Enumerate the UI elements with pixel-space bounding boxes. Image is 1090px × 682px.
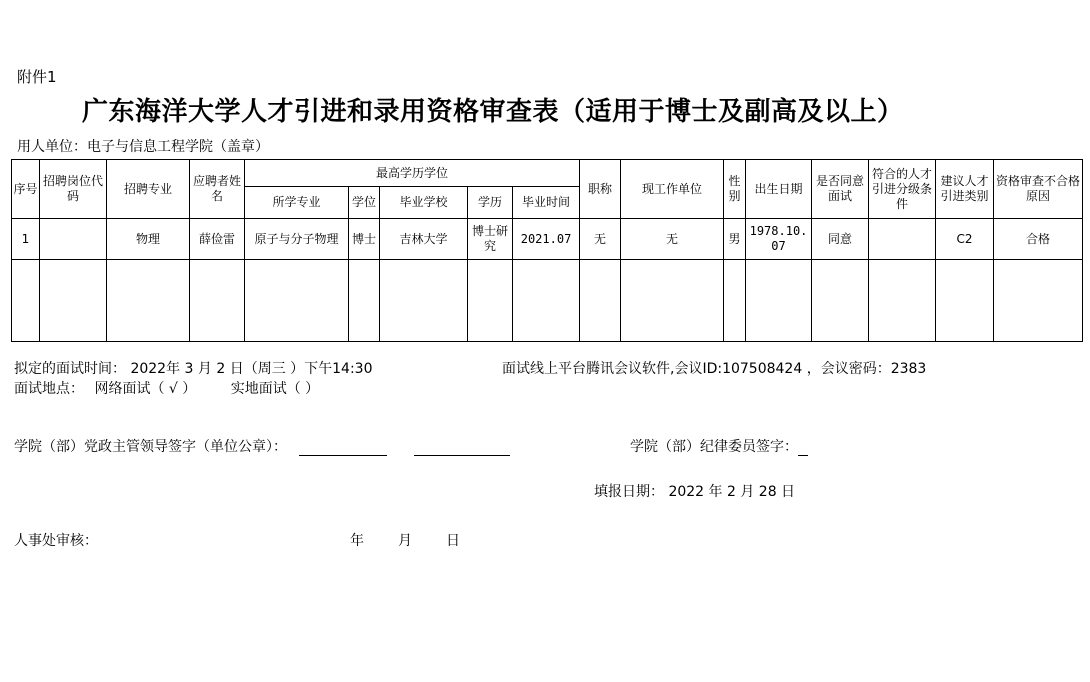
header-agree: 是否同意面试 [812, 160, 869, 219]
subheader-degree: 学位 [349, 187, 380, 219]
discipline-signature-line [798, 439, 808, 456]
subheader-study-major: 所学专业 [245, 187, 349, 219]
header-reason: 资格审查不合格原因 [994, 160, 1083, 219]
cell-grad-time: 2021.07 [513, 219, 580, 260]
hr-day: 日 [446, 533, 460, 549]
discipline-signature-label: 学院（部）纪律委员签字： [630, 439, 798, 455]
cell-category: C2 [936, 219, 994, 260]
interview-place [14, 378, 319, 398]
online-interview-option: 网络面试（ √ ） [94, 381, 197, 397]
interview-platform: 面试线上平台腾讯会议软件,会议ID:107508424 ，会议密码：2383 [502, 361, 927, 377]
cell-seq: 1 [12, 219, 40, 260]
header-gender: 性别 [724, 160, 746, 219]
onsite-interview-option: 实地面试（ ） [230, 381, 320, 397]
cell-applicant: 薛俭雷 [190, 219, 245, 260]
fill-date: 填报日期： 2022 年 2 月 28 日 [594, 484, 796, 500]
header-post-code: 招聘岗位代码 [40, 160, 107, 219]
subheader-grad-time: 毕业时间 [513, 187, 580, 219]
table-row [12, 219, 1083, 260]
cell-study-major: 原子与分子物理 [245, 219, 349, 260]
leader-signature-line [299, 439, 387, 456]
cell-title: 无 [580, 219, 621, 260]
header-condition: 符合的人才引进分级条件 [869, 160, 936, 219]
cell-major: 物理 [107, 219, 190, 260]
cell-agree: 同意 [812, 219, 869, 260]
cell-gender: 男 [724, 219, 746, 260]
cell-post-code [40, 219, 107, 260]
header-title: 职称 [580, 160, 621, 219]
cell-reason: 合格 [994, 219, 1083, 260]
seal-line [414, 439, 510, 456]
discipline-signature [630, 436, 808, 456]
header-major: 招聘专业 [107, 160, 190, 219]
employer-unit: 用人单位：电子与信息工程学院（盖章） [17, 139, 269, 155]
attachment-label: 附件1 [17, 68, 57, 86]
cell-degree: 博士 [349, 219, 380, 260]
header-seq: 序号 [12, 160, 40, 219]
subheader-school: 毕业学校 [380, 187, 468, 219]
cell-work-unit: 无 [621, 219, 724, 260]
header-birth: 出生日期 [746, 160, 812, 219]
table-row-empty [12, 260, 1083, 342]
interview-place-label: 面试地点： [14, 381, 84, 397]
cell-education: 博士研究 [468, 219, 513, 260]
cell-birth: 1978.10.07 [746, 219, 812, 260]
header-category: 建议人才引进类别 [936, 160, 994, 219]
subheader-education: 学历 [468, 187, 513, 219]
header-highest-degree: 最高学历学位 [245, 160, 580, 187]
qualification-table [11, 159, 1083, 342]
leader-signature [14, 436, 510, 456]
hr-review-label: 人事处审核： [14, 533, 98, 549]
leader-signature-label: 学院（部）党政主管领导签字（单位公章）： [14, 439, 287, 455]
cell-school: 吉林大学 [380, 219, 468, 260]
interview-time: 拟定的面试时间： 2022年 3 月 2 日（周三 ）下午14:30 [14, 361, 373, 377]
header-work-unit: 现工作单位 [621, 160, 724, 219]
header-applicant: 应聘者姓名 [190, 160, 245, 219]
document-title: 广东海洋大学人才引进和录用资格审查表（适用于博士及副高及以上） [82, 97, 904, 127]
hr-month: 月 [398, 533, 412, 549]
cell-condition [869, 219, 936, 260]
hr-year: 年 [350, 533, 364, 549]
